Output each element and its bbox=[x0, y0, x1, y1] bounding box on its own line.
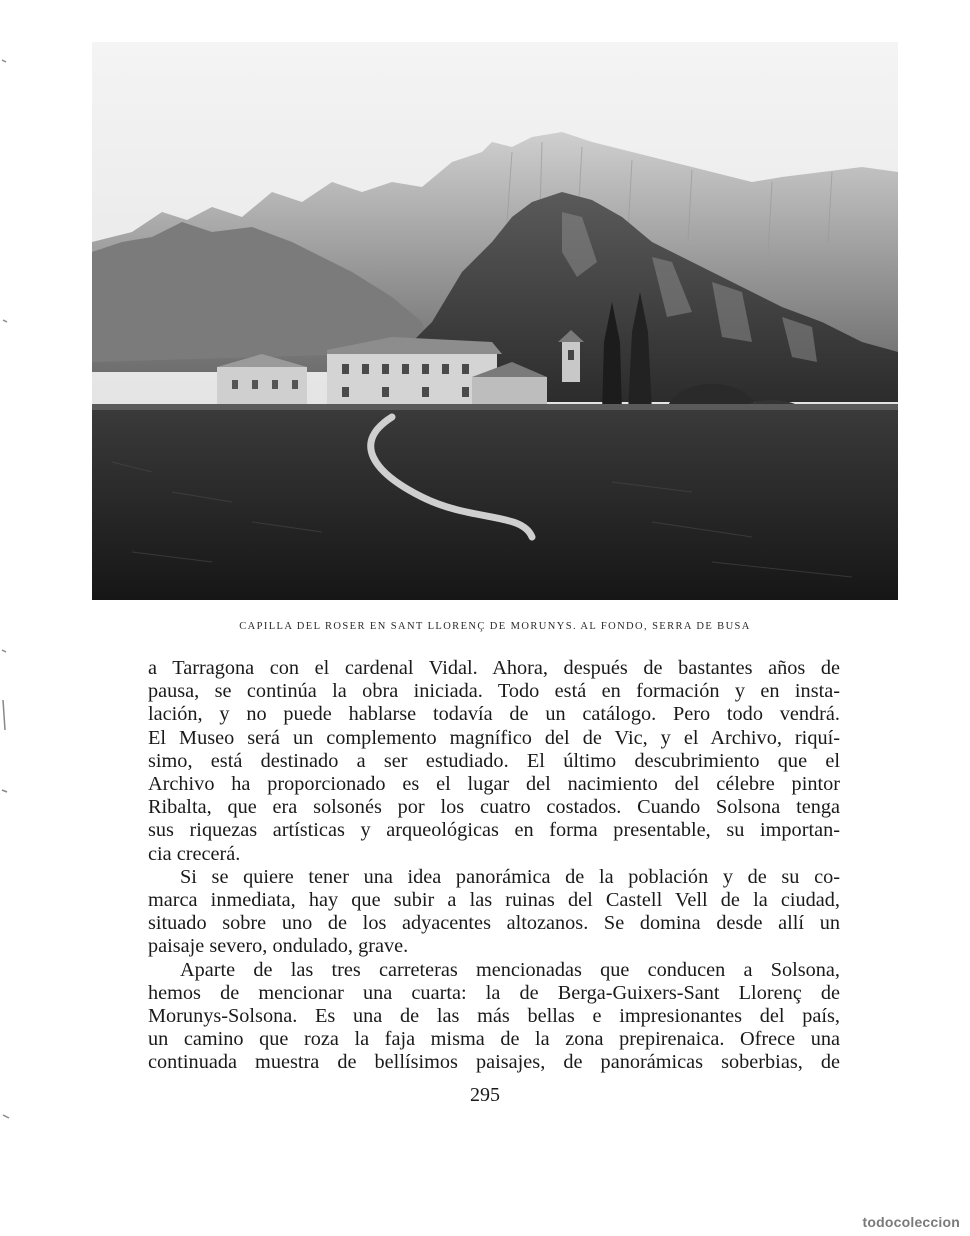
paragraph-3 bbox=[148, 959, 840, 1075]
paragraph-2 bbox=[148, 866, 840, 959]
text-line: paisaje severo, ondulado, grave. bbox=[148, 935, 409, 958]
page-number: 295 bbox=[470, 1084, 500, 1106]
text-line: simo, está destinado a ser estudiado. El último descubrimiento que el bbox=[148, 749, 840, 772]
text-line: cia crecerá. bbox=[148, 842, 241, 865]
text-line: continuada muestra de bellísimos paisajes, de panorámicas soberbias, de bbox=[148, 1051, 840, 1074]
paragraph-1 bbox=[148, 657, 840, 866]
watermark: todocoleccion bbox=[862, 1214, 960, 1230]
text-line: Si se quiere tener una idea panorámica de la población y de su co- bbox=[180, 865, 840, 888]
text-line: un camino que roza la faja misma de la zona prepirenaica. Ofrece una bbox=[148, 1028, 840, 1051]
text-line: Aparte de las tres carreteras mencionadas que conducen a Solsona, bbox=[180, 958, 840, 981]
text-line: sus riquezas artísticas y arqueológicas en forma presentable, su importan- bbox=[148, 819, 840, 842]
photo-illustration bbox=[92, 42, 898, 600]
text-line: Ribalta, que era solsonés por los cuatro costados. Cuando Solsona tenga bbox=[148, 796, 840, 819]
photo-caption: CAPILLA DEL ROSER EN SANT LLORENÇ DE MORUNYS. AL FONDO, SERRA DE BUSA bbox=[239, 621, 751, 632]
landscape-photo bbox=[92, 42, 898, 600]
text-line: situado sobre uno de los adyacentes altozanos. Se domina desde allí un bbox=[148, 912, 840, 935]
text-line: pausa, se continúa la obra iniciada. Todo está en formación y en insta- bbox=[148, 680, 840, 703]
text-line: hemos de mencionar una cuarta: la de Berga-Guixers-Sant Llorenç de bbox=[148, 981, 840, 1004]
text-line: lación, y no puede hablarse todavía de un catálogo. Pero todo vendrá. bbox=[148, 703, 840, 726]
text-line: Morunys-Solsona. Es una de las más bellas e impresionantes del país, bbox=[148, 1005, 840, 1028]
text-line: a Tarragona con el cardenal Vidal. Ahora, después de bastantes años de bbox=[148, 657, 840, 679]
text-line: Archivo ha proporcionado es el lugar del nacimiento del célebre pintor bbox=[148, 773, 840, 796]
text-line: marca inmediata, hay que subir a las ruinas del Castell Vell de la ciudad, bbox=[148, 889, 840, 912]
text-line: El Museo será un complemento magnífico del de Vic, y el Archivo, riquí- bbox=[148, 726, 840, 749]
article-body bbox=[148, 657, 840, 1075]
scan-edge-marks bbox=[0, 0, 20, 1236]
